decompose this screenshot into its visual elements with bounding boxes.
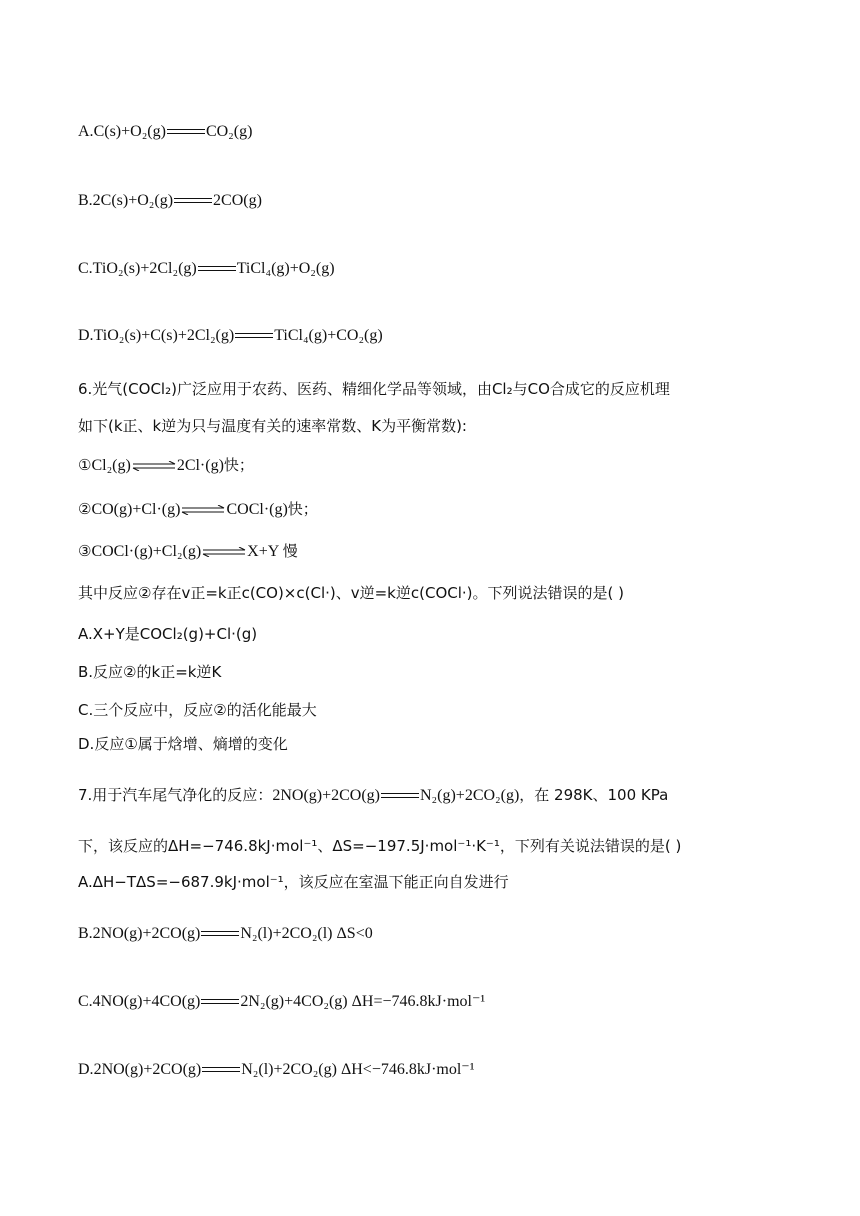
q6-rate-expressions: 其中反应②存在v正=k正c(CO)×c(Cl·)、v逆=k逆c(COCl·)。下列说法错误的是( ) [78, 584, 624, 602]
equals-sign [174, 197, 212, 205]
rate-note: 快； [287, 500, 318, 518]
equation-lhs: TiO₂(s)+C(s)+2Cl₂(g) [93, 327, 235, 344]
q5-option-b [78, 191, 262, 211]
stem-text: 7.用于汽车尾气净化的反应： [78, 786, 273, 804]
equation-rhs: N₂(l)+2CO₂(g) [241, 1061, 337, 1078]
equilibrium-arrow-icon [181, 505, 225, 515]
equation-rhs: 2CO(g) [213, 192, 262, 209]
stem-conditions: ，在 298K、100 KPa [519, 786, 669, 804]
q6-step-2 [78, 499, 318, 520]
equation-rhs: 2N₂(g)+4CO₂(g) [240, 993, 348, 1010]
option-label: C. [78, 993, 93, 1010]
q6-step-3 [78, 541, 298, 562]
q6-option-c: C.三个反应中，反应②的活化能最大 [78, 701, 317, 719]
equals-sign [201, 930, 239, 938]
option-label: A. [78, 123, 94, 140]
step-label: ③ [78, 542, 92, 560]
thermo-value: ΔS<0 [336, 925, 373, 942]
q7-option-d [78, 1060, 475, 1080]
equation-lhs: 2NO(g)+2CO(g) [272, 787, 380, 804]
equals-sign [201, 998, 239, 1006]
step-label: ① [78, 456, 92, 474]
equilibrium-arrow-icon [202, 547, 246, 557]
equation-rhs: TiCl₄(g)+O₂(g) [236, 260, 335, 277]
q6-step-1 [78, 455, 254, 476]
q5-option-a [78, 122, 252, 142]
equals-sign [198, 265, 236, 273]
equals-sign [167, 128, 205, 136]
thermo-value: ΔH<−746.8kJ·mol⁻¹ [340, 1061, 475, 1078]
q7-option-c [78, 992, 485, 1012]
equals-sign [202, 1066, 240, 1074]
q6-option-a: A.X+Y是COCl₂(g)+Cl·(g) [78, 625, 258, 643]
option-label: B. [78, 192, 93, 209]
q7-option-b [78, 924, 373, 944]
q5-option-c [78, 259, 335, 279]
equation-lhs: 2NO(g)+2CO(g) [92, 925, 201, 942]
q5-option-d [78, 326, 383, 346]
q7-stem-line1 [78, 785, 668, 806]
equals-sign [235, 332, 273, 340]
equation-rhs: TiCl₄(g)+CO₂(g) [274, 327, 383, 344]
q7-option-a: A.ΔH−TΔS=−687.9kJ·mol⁻¹，该反应在室温下能正向自发进行 [78, 873, 509, 891]
q6-stem-line1: 6.光气(COCl₂)广泛应用于农药、医药、精细化学品等领域，由Cl₂与CO合成它的反应机理 [78, 380, 670, 398]
q6-option-b: B.反应②的k正=k逆K [78, 663, 222, 681]
equilibrium-arrow-icon [132, 461, 176, 471]
option-label: B. [78, 925, 93, 942]
equals-sign [381, 792, 419, 800]
equation-lhs: CO(g)+Cl·(g) [91, 501, 181, 518]
equation-lhs: COCl·(g)+Cl₂(g) [91, 543, 202, 560]
equation-lhs: 2NO(g)+2CO(g) [93, 1061, 202, 1078]
equation-lhs: C(s)+O₂(g) [93, 123, 166, 140]
equation-lhs: 4NO(g)+4CO(g) [92, 993, 201, 1010]
equation-rhs: 2Cl·(g) [176, 457, 224, 474]
equation-lhs: Cl₂(g) [91, 457, 131, 474]
equation-lhs: 2C(s)+O₂(g) [92, 192, 174, 209]
equation-rhs: N₂(g)+2CO₂(g) [420, 787, 520, 804]
q7-stem-line2: 下，该反应的ΔH=−746.8kJ·mol⁻¹、ΔS=−197.5J·mol⁻¹·K⁻¹，下列有关说法错误的是( ) [78, 837, 682, 855]
option-label: D. [78, 1061, 94, 1078]
step-label: ② [78, 500, 92, 518]
equation-rhs: COCl·(g) [226, 501, 288, 518]
option-label: D. [78, 327, 94, 344]
q6-stem-line2: 如下(k正、k逆为只与温度有关的速率常数、K为平衡常数): [78, 417, 467, 435]
rate-note: 快； [223, 456, 254, 474]
equation-lhs: TiO₂(s)+2Cl₂(g) [92, 260, 197, 277]
equation-rhs: N₂(l)+2CO₂(l) [240, 925, 333, 942]
thermo-value: ΔH=−746.8kJ·mol⁻¹ [351, 993, 486, 1010]
rate-note: 慢 [282, 542, 298, 560]
q6-option-d: D.反应①属于焓增、熵增的变化 [78, 735, 288, 753]
equation-rhs: CO₂(g) [205, 123, 253, 140]
equation-rhs: X+Y [247, 543, 279, 560]
option-label: C. [78, 260, 93, 277]
